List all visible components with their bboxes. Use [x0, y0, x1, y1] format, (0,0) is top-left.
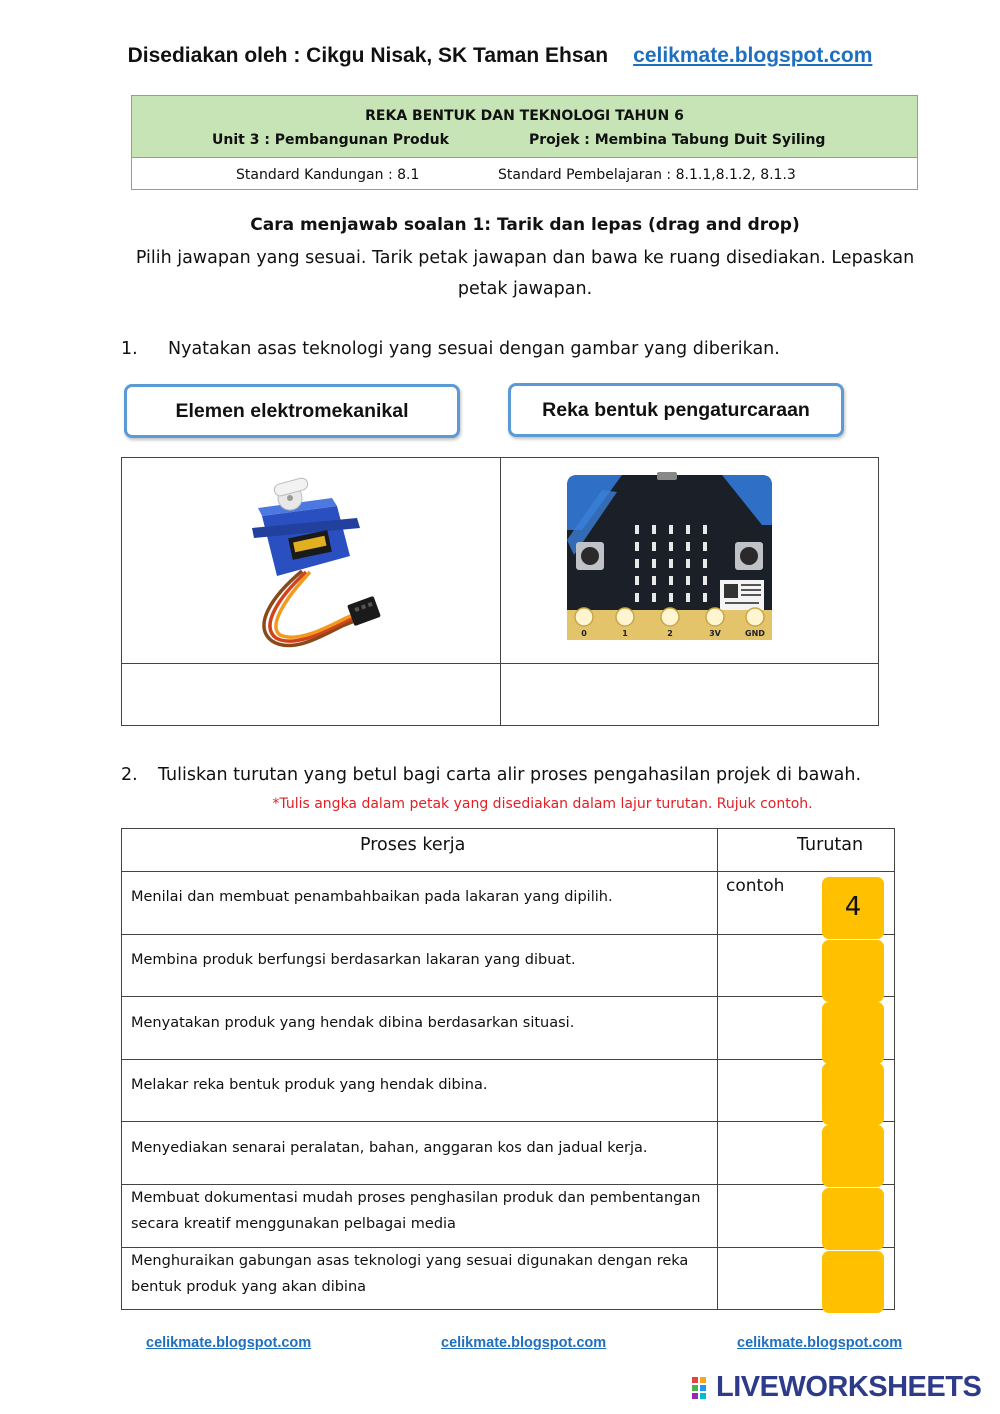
microbit-image [562, 470, 777, 648]
author-credit: Disediakan oleh : Cikgu Nisak, SK Taman Ehsan [127, 44, 609, 67]
order-input-box[interactable] [822, 1002, 884, 1064]
liveworksheets-brand: LIVEWORKSHEETS [716, 1371, 982, 1403]
process-step: Menghuraikan gabungan asas teknologi yang sesuai digunakan dengan reka bentuk produk yang akan dibina [131, 1253, 689, 1295]
liveworksheets-icon [692, 1377, 714, 1401]
column-header-process: Proses kerja [360, 835, 466, 855]
process-step: Membina produk berfungsi berdasarkan lakaran yang dibuat. [131, 952, 576, 968]
table-divider [122, 934, 894, 935]
process-step: Melakar reka bentuk produk yang hendak dibina. [131, 1077, 488, 1093]
instructions-body: Pilih jawapan yang sesuai. Tarik petak jawapan dan bawa ke ruang disediakan. Lepaskan petak jawapan. [135, 248, 915, 299]
question-2-text: Tuliskan turutan yang betul bagi carta alir proses pengahasilan projek di bawah. [158, 765, 862, 785]
question-2-note: *Tulis angka dalam petak yang disediakan dalam lajur turutan. Rujuk contoh. [272, 796, 813, 812]
table-divider [122, 871, 894, 872]
pin-label-gnd: GND [745, 629, 765, 638]
order-input-box[interactable] [822, 1063, 884, 1125]
info-table-header [132, 96, 917, 158]
pin-label-0: 0 [581, 629, 587, 638]
footer-link[interactable]: celikmate.blogspot.com [146, 1335, 312, 1351]
info-table [131, 95, 918, 190]
subject-title: REKA BENTUK DAN TEKNOLOGI TAHUN 6 [365, 108, 684, 124]
order-input-box[interactable] [822, 1188, 884, 1250]
column-header-order: Turutan [797, 835, 864, 855]
question-2-table [121, 828, 895, 1310]
header-blog-link[interactable]: celikmate.blogspot.com [633, 44, 873, 67]
drop-zone-microbit[interactable] [501, 664, 879, 726]
page-header [0, 44, 1000, 68]
order-input-box[interactable] [822, 1251, 884, 1313]
process-step: Menilai dan membuat penambahbaikan pada lakaran yang dipilih. [131, 889, 613, 905]
question-1-table [121, 457, 879, 726]
drop-zone-servo[interactable] [122, 664, 500, 726]
order-box-example: 4 [822, 877, 884, 939]
pin-label-2: 2 [667, 629, 673, 638]
footer-link[interactable]: celikmate.blogspot.com [737, 1335, 903, 1351]
order-input-box[interactable] [822, 940, 884, 1002]
order-input-box[interactable] [822, 1125, 884, 1187]
table-divider [717, 829, 718, 1309]
example-label: contoh [726, 876, 785, 896]
question-2-number: 2. [121, 765, 138, 785]
standard-pembelajaran: Standard Pembelajaran : 8.1.1,8.1.2, 8.1.3 [498, 167, 796, 183]
question-1-number: 1. [121, 339, 138, 359]
pin-label-1: 1 [622, 629, 628, 638]
instructions-title: Cara menjawab soalan 1: Tarik dan lepas (drag and drop) [250, 215, 800, 235]
project-label: Projek : Membina Tabung Duit Syiling [529, 132, 826, 148]
table-divider [122, 996, 894, 997]
process-step: Membuat dokumentasi mudah proses penghasilan produk dan pembentangan secara kreatif menggunakan pelbagai media [131, 1190, 701, 1232]
unit-label: Unit 3 : Pembangunan Produk [212, 132, 449, 148]
table-divider [122, 1059, 894, 1060]
question-1-text: Nyatakan asas teknologi yang sesuai dengan gambar yang diberikan. [168, 339, 780, 359]
process-step: Menyatakan produk yang hendak dibina berdasarkan situasi. [131, 1015, 575, 1031]
pin-label-3v: 3V [709, 629, 721, 638]
footer-link[interactable]: celikmate.blogspot.com [441, 1335, 607, 1351]
standard-kandungan: Standard Kandungan : 8.1 [236, 167, 420, 183]
process-step: Menyediakan senarai peralatan, bahan, anggaran kos dan jadual kerja. [131, 1140, 648, 1156]
answer-chip-elektromekanikal[interactable]: Elemen elektromekanikal [124, 384, 460, 438]
answer-chip-pengaturcaraan[interactable]: Reka bentuk pengaturcaraan [508, 383, 844, 437]
servo-motor-image [232, 476, 382, 651]
table-divider [122, 1121, 894, 1122]
